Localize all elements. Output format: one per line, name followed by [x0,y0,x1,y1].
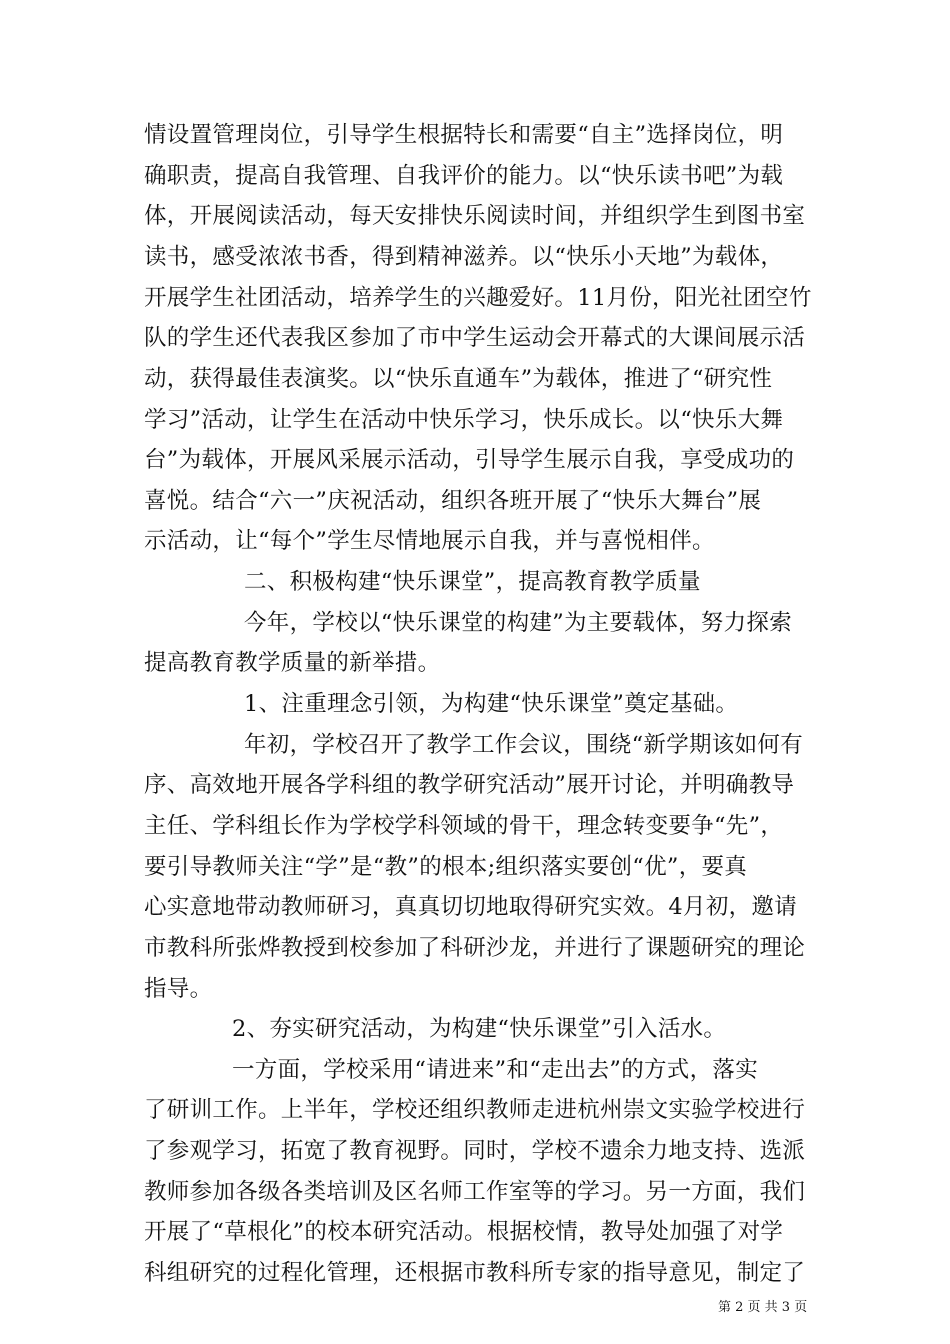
page-number: 第 2 页 共 3 页 [718,1300,808,1315]
text-line: 教师参加各级各类培训及区名师工作室等的学习。另一方面，我们 [144,1179,806,1205]
text-line: 市教科所张烨教授到校参加了科研沙龙，并进行了课题研究的理论 [144,935,806,961]
text-line: 开展了“草根化”的校本研究活动。根据校情，教导处加强了对学 [144,1219,784,1245]
text-line: 主任、学科组长作为学校学科领域的骨干，理念转变要争“先”， [144,813,784,839]
text-line: 台”为载体，开展风采展示活动，引导学生展示自我，享受成功的 [144,447,795,473]
subsection-heading: 1、注重理念引领，为构建“快乐课堂”奠定基础。 [244,691,739,717]
text-line: 学习”活动，让学生在活动中快乐学习，快乐成长。以“快乐大舞 [144,407,784,433]
text-line: 示活动，让“每个”学生尽情地展示自我，并与喜悦相伴。 [144,528,715,554]
text-line: 心实意地带动教师研习，真真切切地取得研究实效。4月初，邀请 [144,894,798,920]
subsection-heading: 2、夯实研究活动，为构建“快乐课堂”引入活水。 [232,1016,727,1042]
text-line: 队的学生还代表我区参加了市中学生运动会开幕式的大课间展示活 [144,325,806,351]
text-line: 了参观学习，拓宽了教育视野。同时，学校不遗余力地支持、选派 [144,1138,806,1164]
text-line: 序、高效地开展各学科组的教学研究活动”展开讨论，并明确教导 [144,772,795,798]
text-line: 体，开展阅读活动，每天安排快乐阅读时间，并组织学生到图书室 [144,203,806,229]
section-heading: 二、积极构建“快乐课堂”，提高教育教学质量 [244,569,701,595]
text-line: 科组研究的过程化管理，还根据市教科所专家的指导意见，制定了 [144,1260,806,1286]
text-line: 了研训工作。上半年，学校还组织教师走进杭州崇文实验学校进行 [144,1097,806,1123]
text-line: 确职责，提高自我管理、自我评价的能力。以“快乐读书吧”为载 [144,163,784,189]
text-line: 动，获得最佳表演奖。以“快乐直通车”为载体，推进了“研究性 [144,366,773,392]
text-line: 情设置管理岗位，引导学生根据特长和需要“自主”选择岗位，明 [144,122,784,148]
text-line: 今年，学校以“快乐课堂的构建”为主要载体，努力探索 [244,610,793,636]
text-line: 提高教育教学质量的新举措。 [144,650,441,676]
text-line: 开展学生社团活动，培养学生的兴趣爱好。11月份，阳光社团空竹 [144,285,812,311]
text-line: 指导。 [144,976,213,1002]
text-line: 年初，学校召开了教学工作会议，围绕“新学期该如何有 [244,732,804,758]
text-line: 一方面，学校采用“请进来”和“走出去”的方式，落实 [232,1057,759,1083]
text-line: 喜悦。结合“六一”庆祝活动，组织各班开展了“快乐大舞台”展 [144,488,762,514]
text-line: 读书，感受浓浓书香，得到精神滋养。以“快乐小天地”为载体， [144,244,784,270]
text-line: 要引导教师关注“学”是“教”的根本;组织落实要创“优”，要真 [144,854,748,880]
